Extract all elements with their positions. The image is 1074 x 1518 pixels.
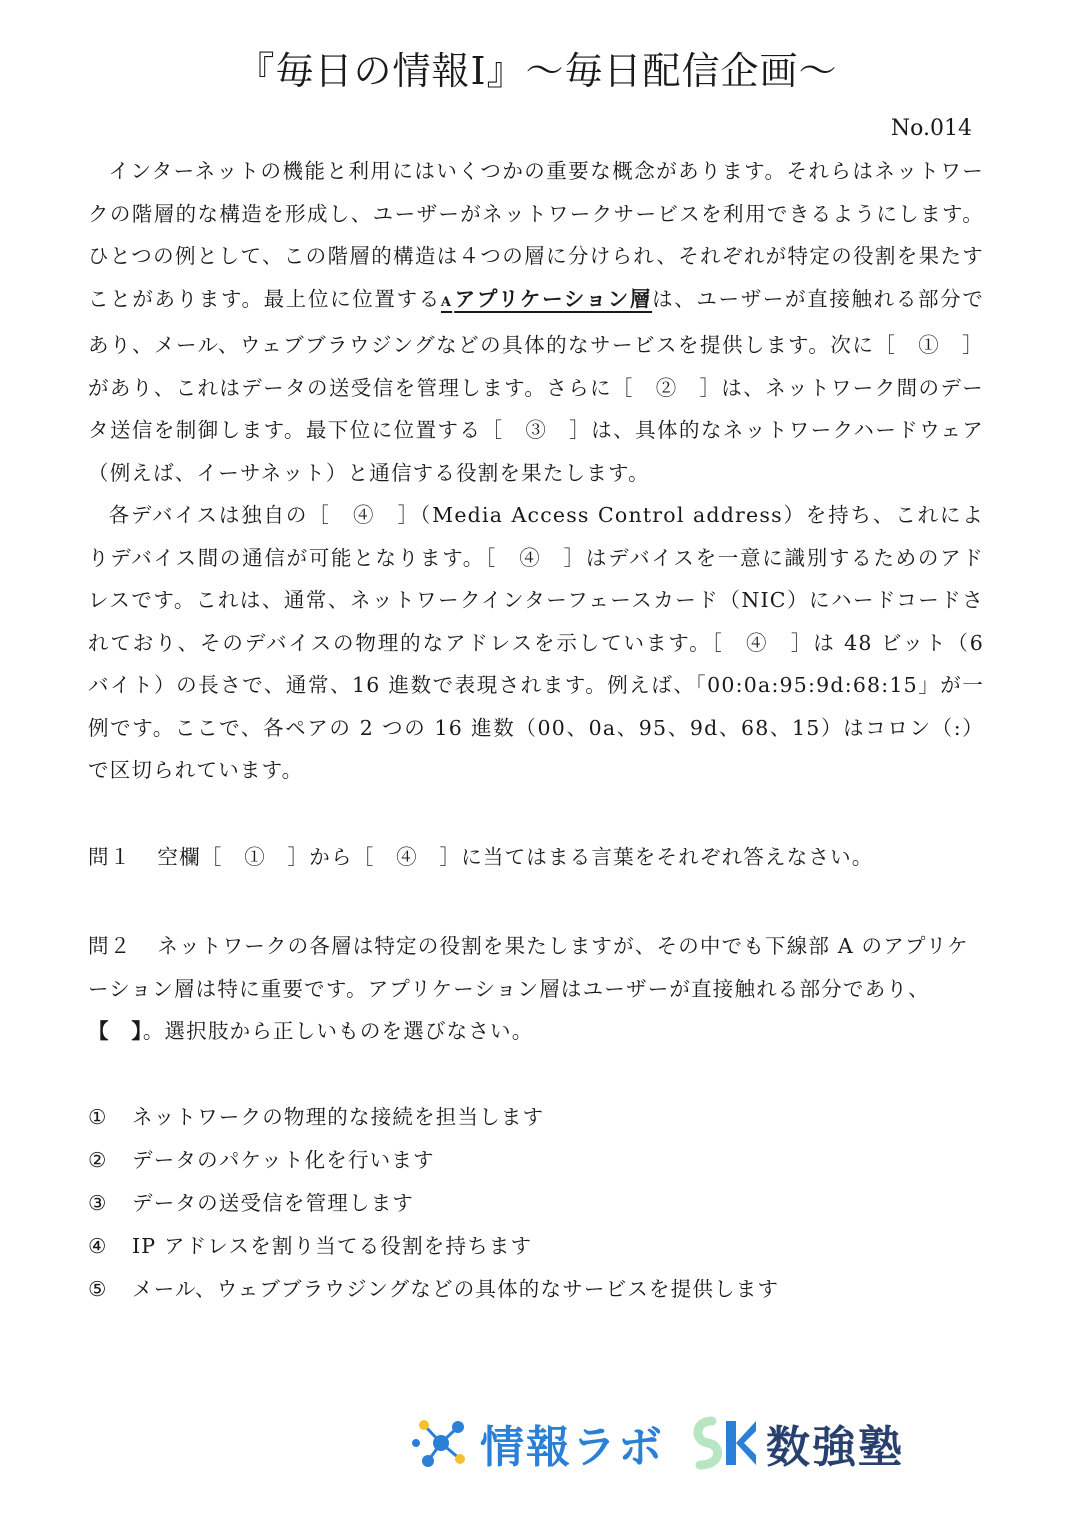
answer-blank: 【 】 [88,1019,143,1043]
passage-text: は、ユーザーが直接触れる部分であり、メール、ウェブブラウジングなどの具体的なサービスを提供します。次に［ ① ］があり、これはデータの送受信を管理します。さらに［ ② ］は、ネットワーク間のデータ送信を制御します。最下位に位置する［ ③ ］は、具体的なネットワークハードウェア（例えば、イーサネット）と通信する役割を果たします。 [88,286,985,485]
choice-text: データのパケット化を行います [132,1148,435,1172]
underlined-term [441,287,652,311]
underline-term-text: アプリケーション層 [454,286,653,311]
choice-item [88,1268,779,1311]
question-1 [88,840,874,870]
question-text: 空欄［ ① ］から［ ④ ］に当てはまる言葉をそれぞれ答えなさい。 [157,845,874,869]
footer-logos [410,1408,970,1478]
passage-paragraph-2: 各デバイスは独自の［ ④ ］（Media Access Control address）を持ち、これによりデバイス間の通信が可能となります。［ ④ ］はデバイスを一意に識別するためのアドレスです。これは、通常、ネットワークインターフェースカード（NIC）にハードコードされており、そのデバイスの物理的なアドレスを示しています。［ ④ ］は 48 ビット（6 バイト）の長さで、通常、16 進数で表現されます。例えば、「00:0a:95:9d:68:15」が一例です。ここで、各ペアの 2 つの 16 進数（00、0a、95、9d、68、15）はコロン（:）で区切られています。 [88,503,984,782]
choice-number: ④ [88,1234,108,1258]
reading-passage [88,150,984,792]
sk-monogram-icon [686,1413,762,1473]
lab-logo-text: 情報ラボ [480,1422,664,1473]
question-label: 問２ [88,934,132,958]
juku-logo-text: 数強塾 [766,1422,904,1473]
choice-item [88,1096,779,1139]
choice-text: IP アドレスを割り当てる役割を持ちます [132,1234,533,1258]
question-text: ネットワークの各層は特定の役割を果たしますが、その中でも下線部 A のアプリケーション層は特に重要です。アプリケーション層はユーザーが直接触れる部分であり、 [88,934,969,1001]
choice-text: ネットワークの物理的な接続を担当します [132,1105,545,1129]
page-title: 『毎日の情報Ⅰ』〜毎日配信企画〜 [236,49,838,93]
question-text: 。選択肢から正しいものを選びなさい。 [142,1019,534,1043]
choice-number: ② [88,1148,108,1172]
choice-item [88,1225,779,1268]
passage-text: インターネットの機能と利用にはいくつかの重要な概念があります。それらはネットワークの階層的な構造を形成し、ユーザーがネットワークサービスを利用できるようにします。ひとつの例として、この階層的構造は４つの層に分けられ、それぞれが特定の役割を果たすことがあります。最上位に位置する [88,159,984,311]
document-number: No.014 [890,116,972,141]
underline-mark: A [440,294,453,310]
choice-number: ① [88,1105,108,1129]
choice-item [88,1182,779,1225]
choice-text: データの送受信を管理します [132,1191,415,1215]
question-2 [88,925,988,1053]
question-2-text [88,925,988,1053]
passage-paragraph-1 [88,150,984,494]
choice-text: メール、ウェブブラウジングなどの具体的なサービスを提供します [132,1277,780,1301]
molecule-icon [410,1413,472,1473]
choice-number: ⑤ [88,1277,108,1301]
choice-item [88,1139,779,1182]
choice-list [88,1096,779,1311]
choice-number: ③ [88,1191,108,1215]
question-label: 問１ [88,845,132,869]
